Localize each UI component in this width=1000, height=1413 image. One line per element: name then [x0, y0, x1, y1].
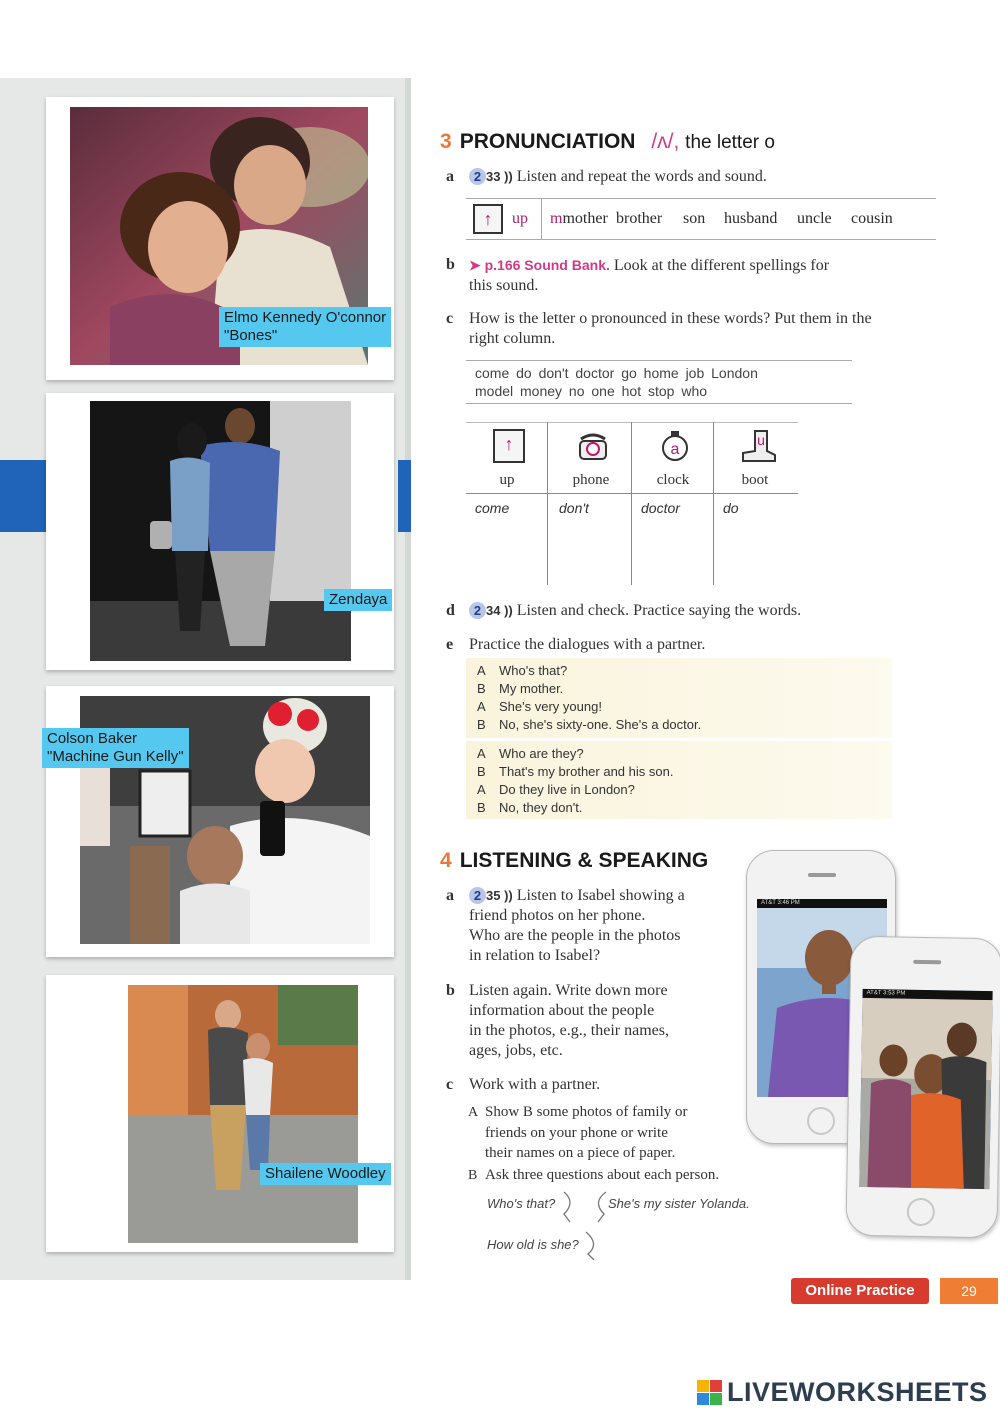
boot-icon — [741, 429, 773, 463]
speech-bubble-3: How old is she? — [487, 1237, 579, 1252]
section-4-heading: 4 LISTENING & SPEAKING — [440, 849, 709, 872]
photo-caption-4: Shailene Woodley — [260, 1163, 391, 1185]
audio-track-2-35[interactable]: 2 35 )) — [469, 888, 513, 903]
audio-track-2-34[interactable]: 2 34 )) — [469, 603, 513, 618]
exercise-3c: c How is the letter o pronounced in these words? Put them in the right column. — [446, 310, 872, 347]
audio-track-2-33[interactable]: 2 33 )) — [469, 169, 513, 184]
photo-caption-1: Elmo Kennedy O'connor "Bones" — [219, 307, 391, 347]
up-arrow-icon: ↑ — [493, 429, 525, 463]
column-phone: phone don't — [550, 422, 632, 585]
photo-card-3 — [46, 686, 394, 957]
svg-text:a: a — [670, 441, 680, 458]
dialogue-2: A Who are they? B That's my brother and his son. A Do they live in London? B No, they don't. — [466, 741, 892, 819]
speech-bubble-tails — [562, 1188, 612, 1260]
photo-caption-3: Colson Baker "Machine Gun Kelly" — [42, 728, 189, 768]
speech-bubble-2: She's my sister Yolanda. — [608, 1196, 750, 1211]
partner-a-instructions: A Show B some photos of family or friends on your phone or write their names on a piece of paper. — [468, 1104, 688, 1161]
phone-photo-1: AT&T 3:46 PM — [746, 850, 896, 1144]
photo-card-2 — [46, 393, 394, 670]
telephone-icon — [577, 429, 609, 463]
photo-card-1 — [46, 97, 394, 380]
section-tab-left — [0, 460, 48, 532]
section-tab-right — [398, 460, 411, 532]
partner-b-instructions: B Ask three questions about each person. — [468, 1167, 720, 1183]
drop-zone-boot[interactable]: do — [723, 500, 739, 516]
photo-card-4 — [46, 975, 394, 1252]
svg-text:u: u — [757, 432, 765, 448]
phone-photo-2: AT&T 3:53 PM — [845, 936, 1000, 1239]
speaker-icon: )) — [504, 888, 513, 903]
exercise-4a: a 2 35 )) Listen to Isabel showing a friend photos on her phone. Who are the people in the photos in relation to Isabel? — [446, 887, 685, 964]
sound-sorting-table — [466, 422, 798, 585]
column-up: ↑ up come — [466, 422, 548, 585]
sound-word-row: ↑ up mmother brother son husband uncle cousin — [466, 198, 936, 240]
speaker-icon: )) — [504, 169, 513, 184]
dialogue-1: A Who's that? B My mother. A She's very young! B No, she's sixty-one. She's a doctor. — [466, 658, 892, 738]
sound-bank-link[interactable]: ➤ p.166 Sound Bank. — [469, 257, 610, 273]
drop-zone-clock[interactable]: doctor — [641, 500, 680, 516]
column-boot: u boot do — [714, 422, 796, 585]
exercise-3d: d 2 34 )) Listen and check. Practice saying the words. — [446, 602, 802, 619]
liveworksheets-logo: LIVEWORKSHEETS — [697, 1377, 988, 1409]
online-practice-button[interactable]: Online Practice — [791, 1278, 929, 1304]
page-number: 29 — [940, 1278, 998, 1304]
photo-caption-2: Zendaya — [324, 589, 392, 611]
clock-icon — [659, 429, 691, 463]
word-bank: come do don't doctor go home job London model money no one hot stop who — [466, 360, 852, 404]
exercise-4b: b Listen again. Write down more information about the people in the photos, e.g., their names, ages, jobs, etc. — [446, 982, 669, 1059]
drop-zone-phone[interactable]: don't — [559, 500, 589, 516]
hug-photo — [128, 985, 358, 1243]
speaker-icon: )) — [504, 603, 513, 618]
liveworksheets-logo-icon — [697, 1380, 723, 1406]
section-3-heading: 3 PRONUNCIATION /ʌ/, the letter o — [440, 130, 775, 153]
exercise-3b: b ➤ p.166 Sound Bank. Look at the different spellings for this sound. — [446, 256, 830, 294]
exercise-3a: a 2 33 )) Listen and repeat the words and sound. — [446, 168, 767, 185]
zendaya-photo — [90, 401, 351, 661]
column-clock: a clock doctor — [632, 422, 714, 585]
up-arrow-icon: ↑ — [473, 204, 503, 234]
exercise-4c: c Work with a partner. — [446, 1076, 601, 1093]
speech-bubble-1: Who's that? — [487, 1196, 556, 1211]
exercise-3e: e Practice the dialogues with a partner. — [446, 636, 706, 653]
drop-zone-up[interactable]: come — [475, 500, 510, 516]
